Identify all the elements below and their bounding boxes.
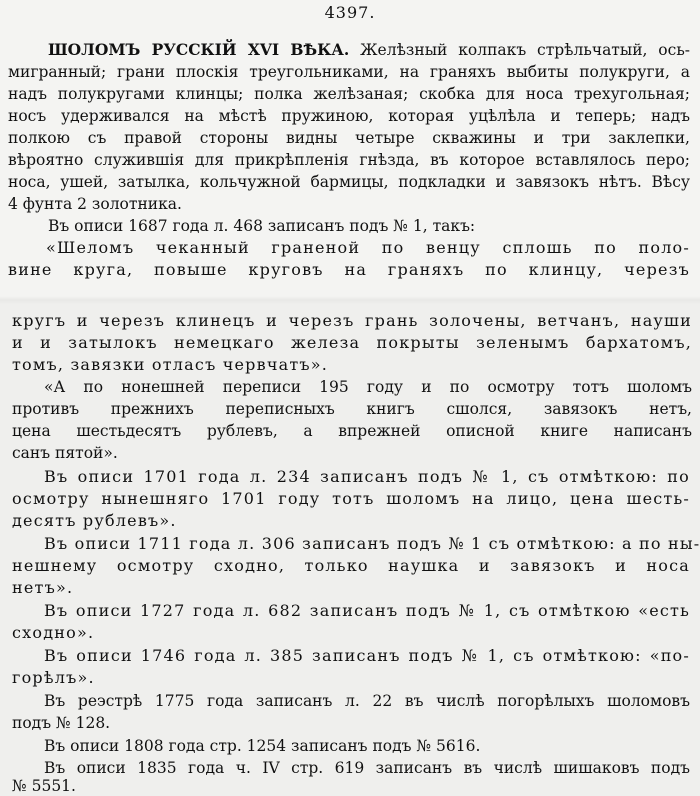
- entry-heading: ШОЛОМЪ РУССКІЙ XVI ВѢКА.: [48, 40, 350, 59]
- record-1711-line: Въ описи 1711 года л. 306 записанъ подъ № 1 съ отмѣткою: а по ны-: [44, 534, 700, 553]
- page-number: 4397.: [324, 3, 376, 22]
- quote-195-line: противъ прежнихъ переписныхъ книгъ сшолся, завязокъ нетъ,: [12, 400, 692, 418]
- entry-line: 4 фунта 2 золотника.: [8, 195, 182, 213]
- entry-line: вѣроятно служившія для прикрѣпленія гнѣзда, въ которое вставлялось перо;: [8, 151, 690, 169]
- entry-line: полкою съ правой стороны видны четыре скважины и три заклепки,: [8, 129, 690, 147]
- quote-1687-line: томъ, завязки отласъ червчатъ».: [12, 355, 329, 374]
- record-1775-line: подъ № 128.: [12, 714, 111, 732]
- record-1746-line: горѣлъ».: [12, 668, 95, 687]
- entry-line: мигранный; грани плоскія треугольниками, на граняхъ выбиты полукруги, а: [8, 63, 690, 81]
- record-1711-line: нетъ».: [12, 578, 74, 597]
- entry-line: надъ полукругами клинцы; полка желѣзаная; скобка для носа трехугольная;: [8, 85, 690, 103]
- quote-1687-line: вине круга, повыше круговъ на граняхъ по клинцу, черезъ: [8, 260, 690, 279]
- entry-first-line-text: Желѣзный колпакъ стрѣльчатый, ось-: [360, 41, 690, 59]
- quote-1687-line: кругъ и черезъ клинецъ и черезъ грань золочены, ветчанъ, науши: [12, 311, 692, 330]
- record-1746-line: Въ описи 1746 года л. 385 записанъ подъ № 1, съ отмѣткою: «по-: [44, 646, 690, 665]
- record-1727-line: сходно».: [12, 623, 95, 642]
- entry-first-line: [0, 39, 700, 61]
- quote-195-line: цена шестьдесятъ рублевъ, а впрежней описной книге написанъ: [12, 422, 692, 440]
- record-1711-line: нешнему осмотру сходно, только наушка и завязокъ и носа: [12, 556, 690, 575]
- quote-1687-line: и и затылокъ немецкаго железа покрыты зеленымъ бархатомъ,: [12, 333, 692, 352]
- quote-195-line: «А по нонешней переписи 195 году и по осмотру тотъ шоломъ: [44, 378, 692, 396]
- record-1835-line: Въ описи 1835 года ч. IV стр. 619 записанъ въ числѣ шишаковъ подъ: [44, 759, 690, 777]
- record-1835-line: № 5551.: [12, 777, 76, 795]
- quote-195-line: санъ пятой».: [12, 444, 118, 462]
- entry-line: носа, ушей, затылка, кольчужной бармицы, подкладки и завязокъ нѣтъ. Вѣсу: [8, 173, 690, 191]
- record-1701-line: осмотру нынешняго 1701 году тотъ шоломъ на лицо, цена шесть-: [12, 489, 690, 508]
- record-1775-line: Въ реэстрѣ 1775 года записанъ л. 22 въ числѣ погорѣлыхъ шоломовъ: [44, 692, 690, 710]
- record-1701-line: Въ описи 1701 года л. 234 записанъ подъ № 1, съ отмѣткою: по: [44, 467, 690, 486]
- quote-1687-line: «Шеломъ чеканный граненой по венцу сплошь по поло-: [46, 238, 690, 257]
- record-1727-line: Въ описи 1727 года л. 682 записанъ подъ № 1, съ отмѣткою «есть: [44, 601, 690, 620]
- record-1701-line: десятъ рублевъ».: [12, 511, 177, 530]
- scan-seam: [0, 296, 700, 304]
- entry-line: носъ удерживался на мѣстѣ пружиною, которая уцѣлѣла и теперь; надъ: [8, 107, 690, 125]
- record-1687: Въ описи 1687 года л. 468 записанъ подъ № 1, такъ:: [48, 217, 476, 235]
- record-1808: Въ описи 1808 года стр. 1254 записанъ подъ № 5616.: [44, 737, 481, 755]
